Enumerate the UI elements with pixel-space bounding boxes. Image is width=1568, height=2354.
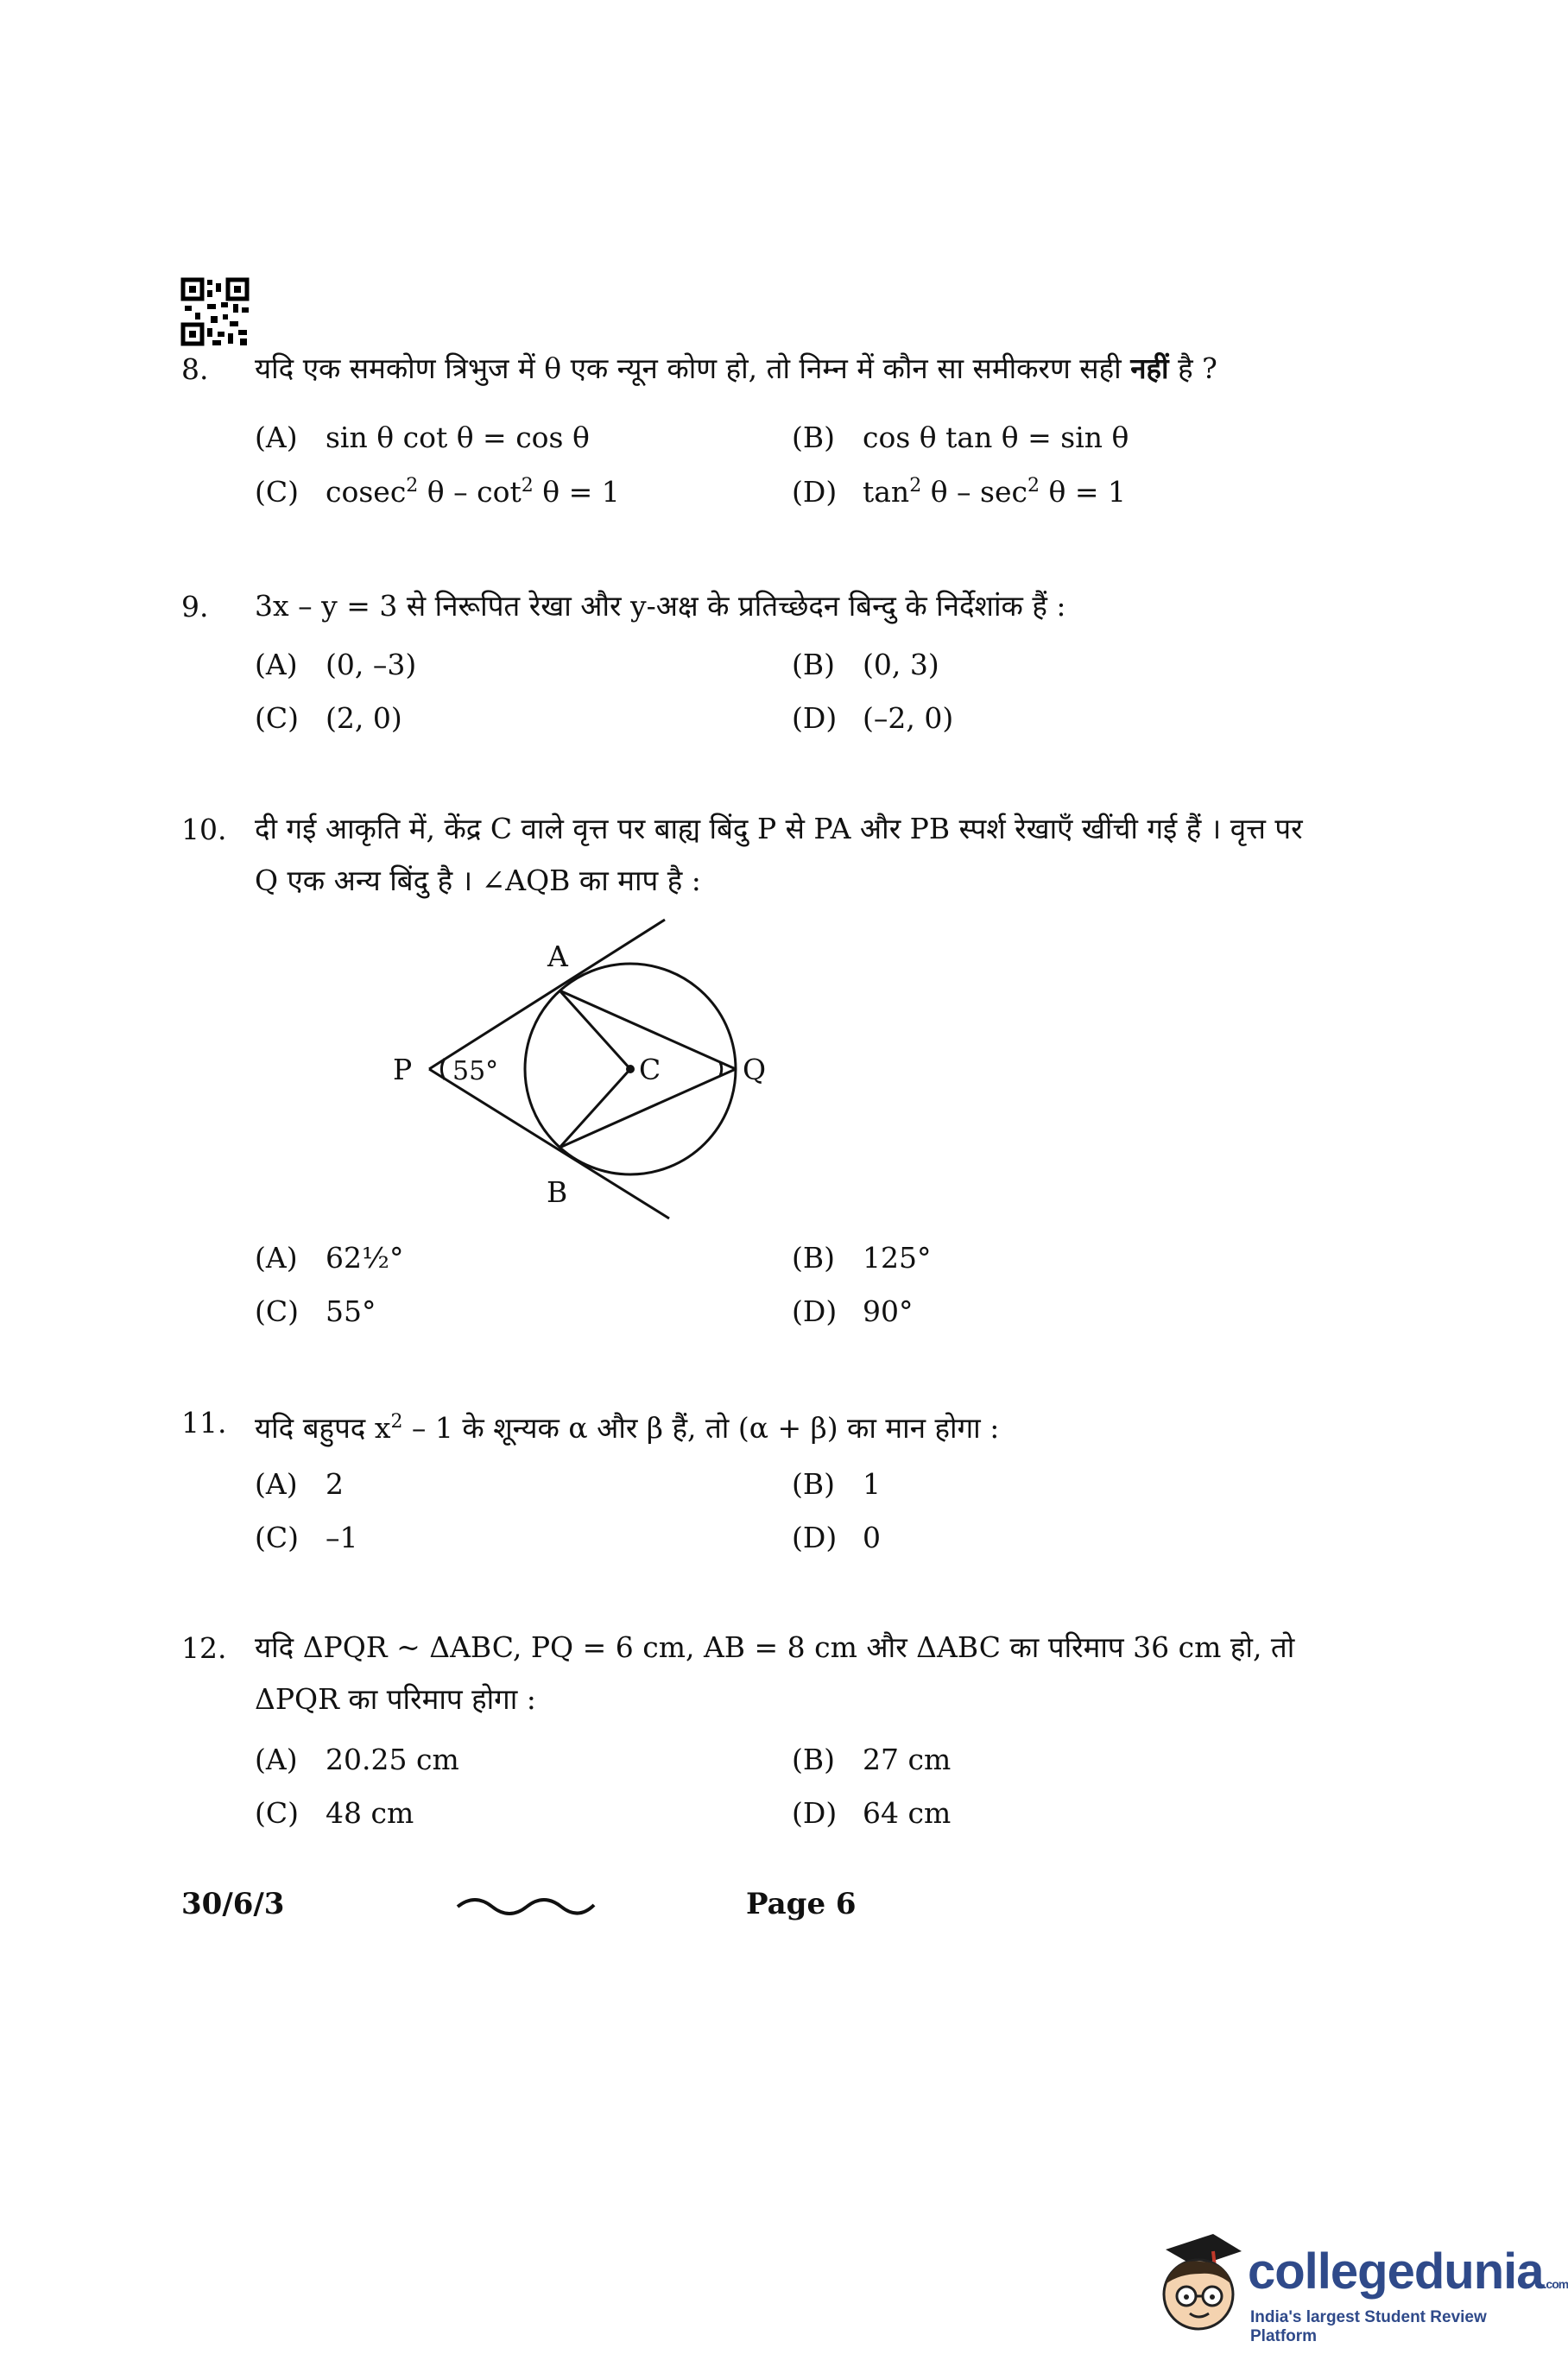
label-a: A — [547, 940, 568, 973]
brand-domain: .com — [1543, 2277, 1568, 2291]
option-12b: (B) 27 cm — [792, 1743, 952, 1776]
option-12a: (A) 20.25 cm — [255, 1743, 459, 1776]
question-9-number: 9. — [181, 590, 209, 623]
circle-tangent-figure — [371, 911, 777, 1222]
option-9c: (C) (2, 0) — [255, 701, 402, 735]
collegedunia-logo — [1148, 2224, 1568, 2345]
option-8a: (A) sin θ cot θ = cos θ — [255, 421, 590, 454]
option-9a: (A) (0, –3) — [255, 648, 417, 681]
question-10-number: 10. — [181, 813, 227, 846]
option-9b: (B) (0, 3) — [792, 648, 939, 681]
label-p: P — [393, 1053, 413, 1086]
brand-name: collegedunia.com — [1248, 2243, 1568, 2300]
option-8d: (D) $\tan^2 \theta - \sec^2 \theta = 1$ — [792, 475, 1126, 509]
mascot-icon — [1148, 2224, 1248, 2345]
question-11-text: यदि बहुपद $x^2 - 1$ के शून्यक α और β हैं, तो (α + β) का मान होगा : — [255, 1411, 1000, 1445]
question-10-text: दी गई आकृति में, केंद्र C वाले वृत्त पर बाह्य बिंदु P से PA और PB स्पर्श रेखाएँ खींची गई हैं । वृत्त पर Q एक अन्य बिंदु है । ∠AQB का माप है : — [255, 812, 1303, 897]
option-10c: (C) 55° — [255, 1294, 376, 1328]
option-11d: (D) 0 — [792, 1521, 881, 1554]
option-11a: (A) 2 — [255, 1467, 344, 1501]
question-12-number: 12. — [181, 1631, 227, 1665]
option-12d: (D) 64 cm — [792, 1796, 952, 1830]
label-b: B — [547, 1175, 568, 1209]
label-q: Q — [743, 1053, 767, 1086]
chord-ac — [560, 990, 630, 1069]
option-11b: (B) 1 — [792, 1467, 881, 1501]
brand-tagline: India's largest Student Review Platform — [1250, 2308, 1487, 2345]
question-8-number: 8. — [181, 352, 209, 386]
option-8b: (B) cos θ tan θ = sin θ — [792, 421, 1129, 454]
question-8-text: यदि एक समकोण त्रिभुज में θ एक न्यून कोण हो, तो निम्न में कौन सा समीकरण सही नहीं है ? — [255, 351, 1217, 385]
option-10d: (D) 90° — [792, 1294, 914, 1328]
angle-label: 55° — [452, 1056, 499, 1086]
label-c: C — [639, 1053, 661, 1086]
center-dot — [626, 1065, 635, 1073]
option-9d: (D) (–2, 0) — [792, 701, 954, 735]
option-10b: (B) 125° — [792, 1241, 932, 1275]
chord-bc — [560, 1069, 630, 1148]
paper-code: 30/6/3 — [181, 1887, 285, 1921]
question-11-number: 11. — [181, 1406, 227, 1440]
page-number: Page 6 — [746, 1887, 857, 1921]
angle-arc-p — [441, 1059, 445, 1079]
question-12-text: यदि ΔPQR ~ ΔABC, PQ = 6 cm, AB = 8 cm और ΔABC का परिमाप 36 cm हो, तो ΔPQR का परिमाप होगा : — [255, 1630, 1295, 1716]
angle-arc-q — [720, 1062, 722, 1076]
option-11c: (C) –1 — [255, 1521, 358, 1554]
option-10a: (A) 62½° — [255, 1241, 404, 1275]
option-8c: (C) cosec$^2$ $\theta - \cot^2 \theta = 1$ — [255, 475, 620, 509]
qr-code — [181, 278, 250, 347]
question-9-text: 3x – y = 3 से निरूपित रेखा और y-अक्ष के प्रतिच्छेदन बिन्दु के निर्देशांक हैं : — [255, 589, 1066, 623]
wave-ornament — [456, 1891, 596, 1917]
option-12c: (C) 48 cm — [255, 1796, 414, 1830]
